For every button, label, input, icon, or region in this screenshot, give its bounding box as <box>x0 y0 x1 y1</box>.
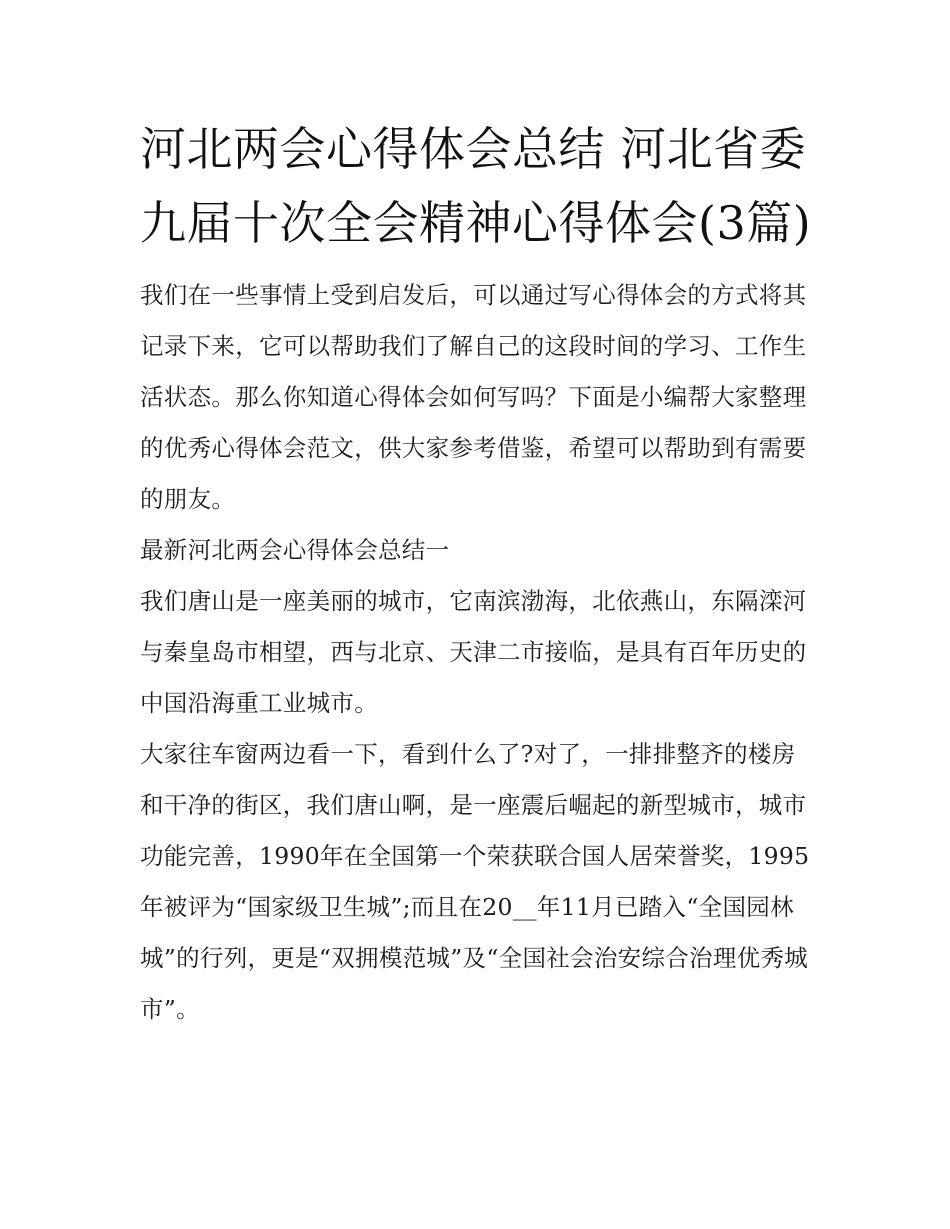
body-paragraph: 我们唐山是一座美丽的城市，它南滨渤海，北依燕山，东隔滦河与秦皇岛市相望，西与北京、天津二市接临，是具有百年历史的中国沿海重工业城市。 <box>140 587 807 717</box>
section-heading: 最新河北两会心得体会总结一 <box>140 536 450 564</box>
document-body <box>140 270 815 1035</box>
document-title: 河北两会心得体会总结 河北省委九届十次全会精神心得体会(3篇) <box>140 122 812 250</box>
document-content <box>140 112 815 1035</box>
body-paragraph: 大家往车窗两边看一下，看到什么了?对了，一排排整齐的楼房和干净的街区，我们唐山啊，是一座震后崛起的新型城市，城市功能完善，1990年在全国第一个荣获联合国人居荣誉奖，1995年被评为“国家级卫生城”;而且在20__年11月已踏入“全国园林城”的行列，更是“双拥模范城”及“全国社会治安综合治理优秀城市”。 <box>140 740 810 1023</box>
intro-paragraph: 我们在一些事情上受到启发后，可以通过写心得体会的方式将其记录下来，它可以帮助我们了解自己的这段时间的学习、工作生活状态。那么你知道心得体会如何写吗？下面是小编帮大家整理的优秀心得体会范文，供大家参考借鉴，希望可以帮助到有需要的朋友。 <box>140 281 807 513</box>
